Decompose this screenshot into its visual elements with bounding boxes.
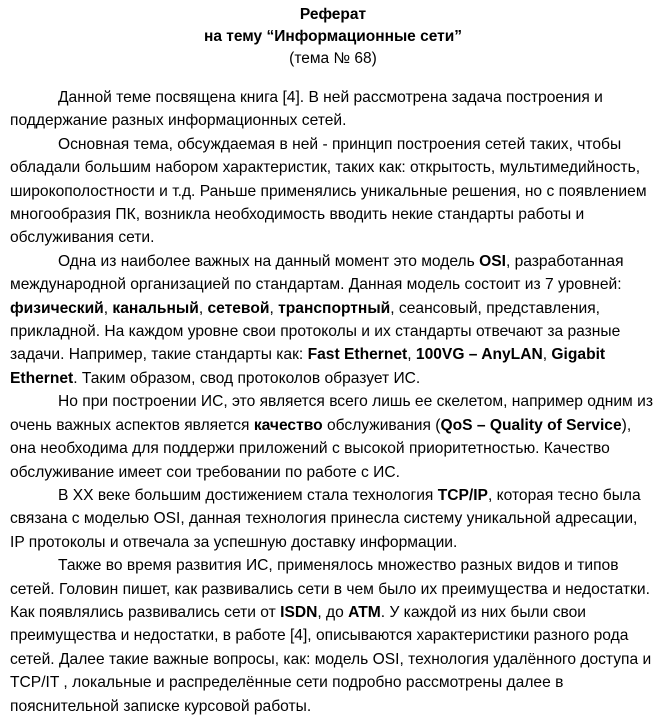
bold-term: Gigabit Ethernet bbox=[10, 346, 606, 387]
text-segment: Одна из наиболее важных на данный момент это модель bbox=[58, 252, 480, 270]
text-segment: , сеансовый, представления, прикладной. На каждом уровне свои протоколы и их стандарты отвечают за разные задачи. Например, такие стандарты как: bbox=[10, 299, 621, 364]
paragraph-1 bbox=[10, 86, 656, 133]
text-segment: , разработанная международной организацией по стандартам. Данная модель состоит из 7 уровней: bbox=[10, 252, 624, 294]
paragraph-5 bbox=[10, 484, 656, 554]
text-segment: , до bbox=[317, 603, 349, 621]
bold-term: 100VG – AnyLAN bbox=[415, 346, 543, 364]
paragraph-6 bbox=[10, 554, 656, 718]
text-segment: , bbox=[542, 346, 552, 364]
text-segment: Данной теме посвящена книга [4]. В ней рассмотрена задача построения и поддержание разных информационных сетей. bbox=[10, 89, 603, 130]
bold-term: QoS – Quality of Service bbox=[440, 416, 622, 434]
text-segment: . Таким образом, свод протоколов образует ИС. bbox=[73, 369, 421, 387]
text-segment: . У каждой из них были свои преимущества и недостатки, в работе [4], описываются характеристики разного рода сетей. Далее такие важные вопросы, как: модель OSI, технология удалённого доступа и TCP/IT , локальные и распределённые сети подробно рассмотрены далее в пояснительной записке курсовой работы. bbox=[10, 603, 652, 715]
document-subtitle: на тему “Информационные сети” bbox=[203, 28, 463, 45]
text-segment: В XX веке большим достижением стала технология bbox=[58, 486, 438, 504]
bold-term: физический bbox=[10, 299, 104, 317]
text-segment: Но при построении ИС, это является всего лишь ее скелетом, например одним из очень важных аспектов является bbox=[10, 393, 653, 434]
text-segment: , bbox=[407, 346, 416, 364]
paragraph-2 bbox=[10, 133, 656, 250]
text-segment: обслуживания ( bbox=[322, 416, 441, 434]
document-body bbox=[10, 86, 656, 718]
bold-term: ATM bbox=[348, 603, 381, 621]
bold-term: ISDN bbox=[280, 603, 318, 621]
document-title: Реферат bbox=[299, 6, 367, 23]
bold-term: OSI bbox=[479, 252, 506, 270]
bold-term: TCP/IP bbox=[437, 486, 488, 504]
bold-term: качество bbox=[253, 416, 323, 434]
title-block bbox=[10, 4, 656, 70]
text-segment: , bbox=[269, 299, 279, 317]
paragraph-4 bbox=[10, 390, 656, 484]
text-segment: , bbox=[103, 299, 113, 317]
bold-term: транспортный bbox=[278, 299, 391, 317]
text-segment: Также во время развития ИС, применялось множество разных видов и типов сетей. Головин пишет, как развивались сети в чем было их преимущества и недостатки. Как появлялись развивались сети от bbox=[10, 557, 650, 621]
paragraph-3 bbox=[10, 250, 656, 390]
text-segment: ), она необходима для поддержи приложений с высокой приоритетностью. Качество обслуживание имеет сои требовании по работе с ИС. bbox=[10, 416, 632, 481]
text-segment: , bbox=[198, 299, 208, 317]
topic-number: (тема № 68) bbox=[289, 50, 377, 67]
bold-term: канальный bbox=[112, 299, 199, 317]
bold-term: Fast Ethernet bbox=[307, 346, 408, 364]
bold-term: сетевой bbox=[207, 299, 270, 317]
text-segment: Основная тема, обсуждаемая в ней - принцип построения сетей таких, чтобы обладали большим набором характеристик, таких как: открытость, мультимедийность, широкополостности и т.д. Раньше применялись уникальные решения, но с появлением многообразия ПК, возникла необходимость вводить некие стандарты работы и обслуживания сети. bbox=[10, 135, 647, 247]
text-segment: , которая тесно была связана с моделью OSI, данная технология принесла систему уникальной адресации, IP протоколы и отвечала за успешную доставку информации. bbox=[10, 486, 641, 551]
